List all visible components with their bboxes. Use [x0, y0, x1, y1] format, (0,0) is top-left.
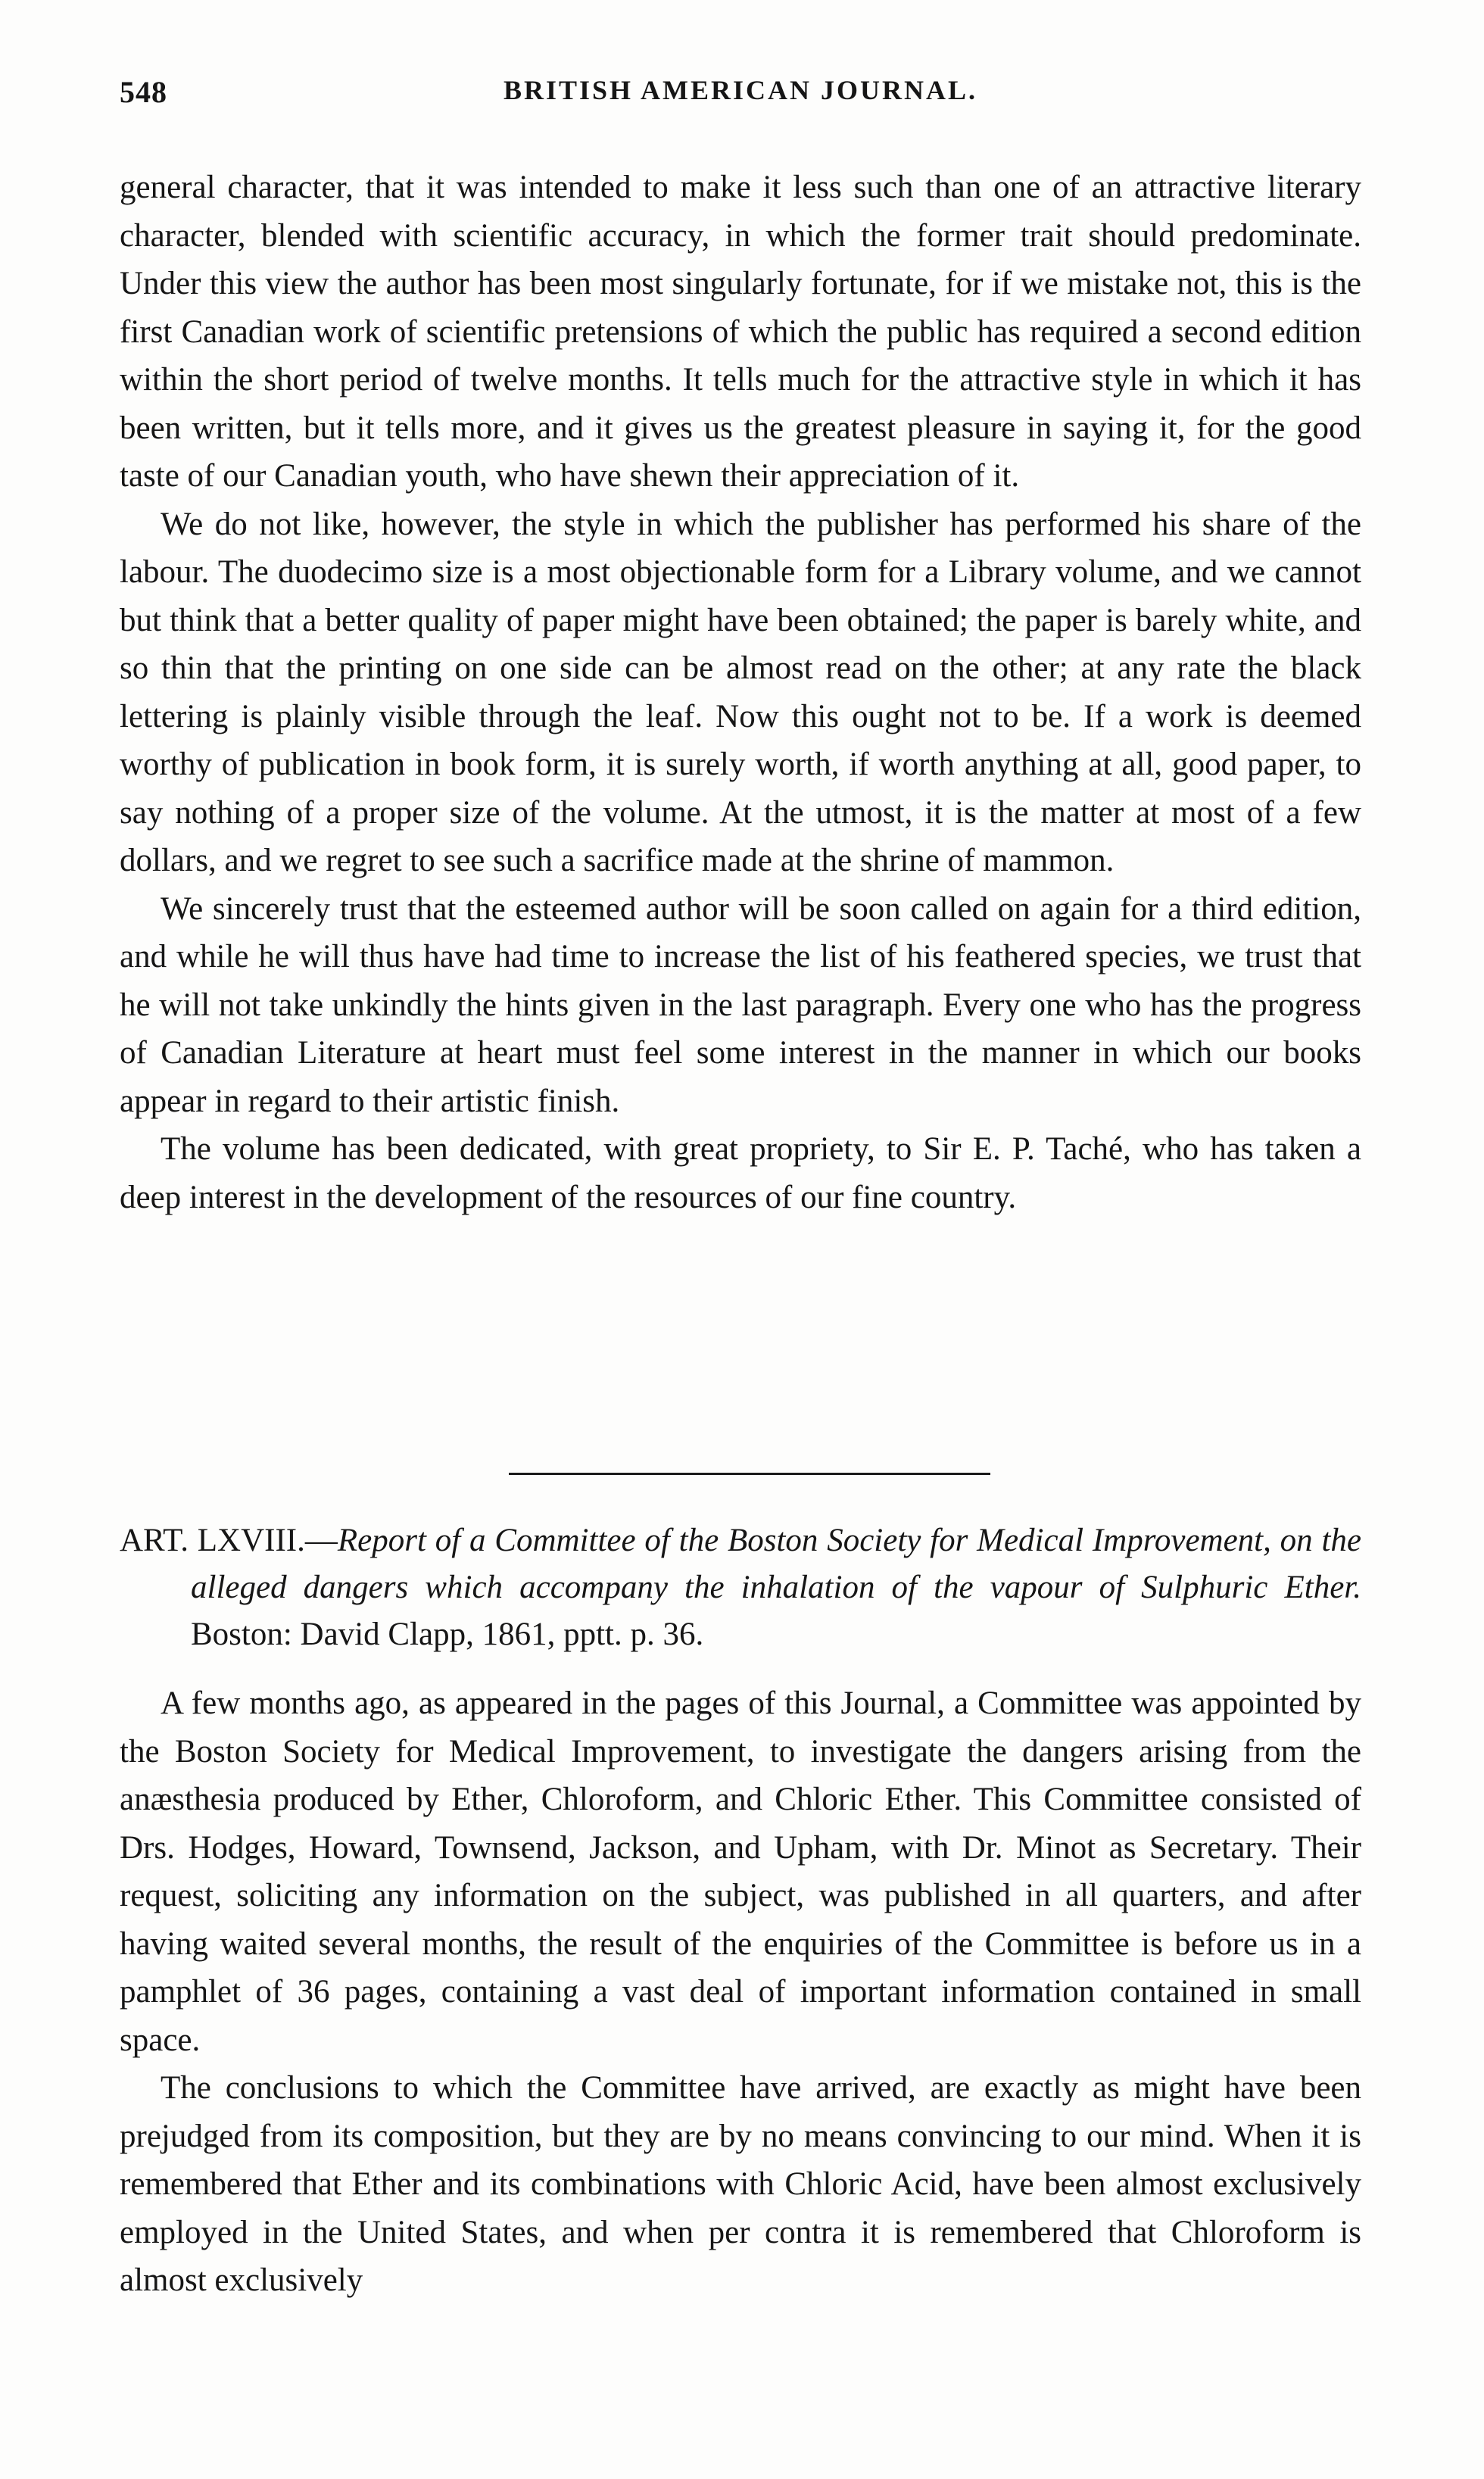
review-continuation [120, 164, 1361, 1221]
page-number: 548 [120, 75, 167, 109]
article-number: ART. LXVIII.— [120, 1523, 338, 1558]
journal-title: BRITISH AMERICAN JOURNAL. [503, 75, 978, 105]
paragraph: We do not like, however, the style in which the publisher has performed his share of the labour. The duodecimo size is a most objectionable form for a Library volume, and we cannot but think that a better quality of paper might have been obtained; the paper is barely white, and so thin that the printing on one side can be almost read on the other; at any rate the black lettering is plainly visible through the leaf. Now this ought not to be. If a work is deemed worthy of publication in book form, it is surely worth, if worth anything at all, good paper, to say nothing of a proper size of the volume. At the utmost, it is the matter at most of a few dollars, and we regret to see such a sacrifice made at the shrine of mammon. [120, 506, 1361, 878]
paragraph: A few months ago, as appeared in the pages of this Journal, a Committee was appointed by the Boston Society for Medical Improvement, to investigate the dangers arising from the anæsthesia produced by Ether, Chloroform, and Chloric Ether. This Committee consisted of Drs. Hodges, Howard, Townsend, Jackson, and Upham, with Dr. Minot as Secretary. Their request, soliciting any information on the subject, was published in all quarters, and after having waited several months, the result of the enquiries of the Committee is before us in a pamphlet of 36 pages, containing a vast deal of important information contained in small space. [120, 1685, 1361, 2058]
paragraph: We sincerely trust that the esteemed author will be soon called on again for a third edition, and while he will thus have had time to increase the list of his feathered species, we trust that he will not take unkindly the hints given in the last paragraph. Every one who has the progress of Canadian Literature at heart must feel some interest in the manner in which our books appear in regard to their artistic finish. [120, 890, 1361, 1119]
article-imprint: Boston: David Clapp, 1861, pptt. p. 36. [191, 1617, 704, 1652]
article-body [120, 1679, 1361, 2305]
article-heading [120, 1517, 1361, 1658]
running-head [120, 74, 1361, 120]
paragraph: The conclusions to which the Committee have arrived, are exactly as might have been prejudged from its composition, but they are by no means convincing to our mind. When it is remembered that Ether and its combinations with Chloric Acid, have been almost exclusively employed in the United States, and when per contra it is remembered that Chloroform is almost exclusively [120, 2070, 1361, 2298]
paragraph: general character, that it was intended to make it less such than one of an attractive literary character, blended with scientific accuracy, in which the former trait should predominate. Under this view the author has been most singularly fortunate, for if we mistake not, this is the first Canadian work of scientific pretensions of which the public has required a second edition within the short period of twelve months. It tells much for the attractive style in which it has been written, but it tells more, and it gives us the greatest pleasure in saying it, for the good taste of our Canadian youth, who have shewn their appreciation of it. [120, 170, 1361, 494]
section-divider [509, 1473, 990, 1475]
article-title: Report of a Committee of the Boston Society for Medical Improvement, on the alleged dangers which accompany the inhalation of the vapour of Sulphuric Ether. [191, 1523, 1362, 1605]
paragraph: The volume has been dedicated, with great propriety, to Sir E. P. Taché, who has taken a deep interest in the development of the resources of our fine country. [120, 1131, 1361, 1215]
